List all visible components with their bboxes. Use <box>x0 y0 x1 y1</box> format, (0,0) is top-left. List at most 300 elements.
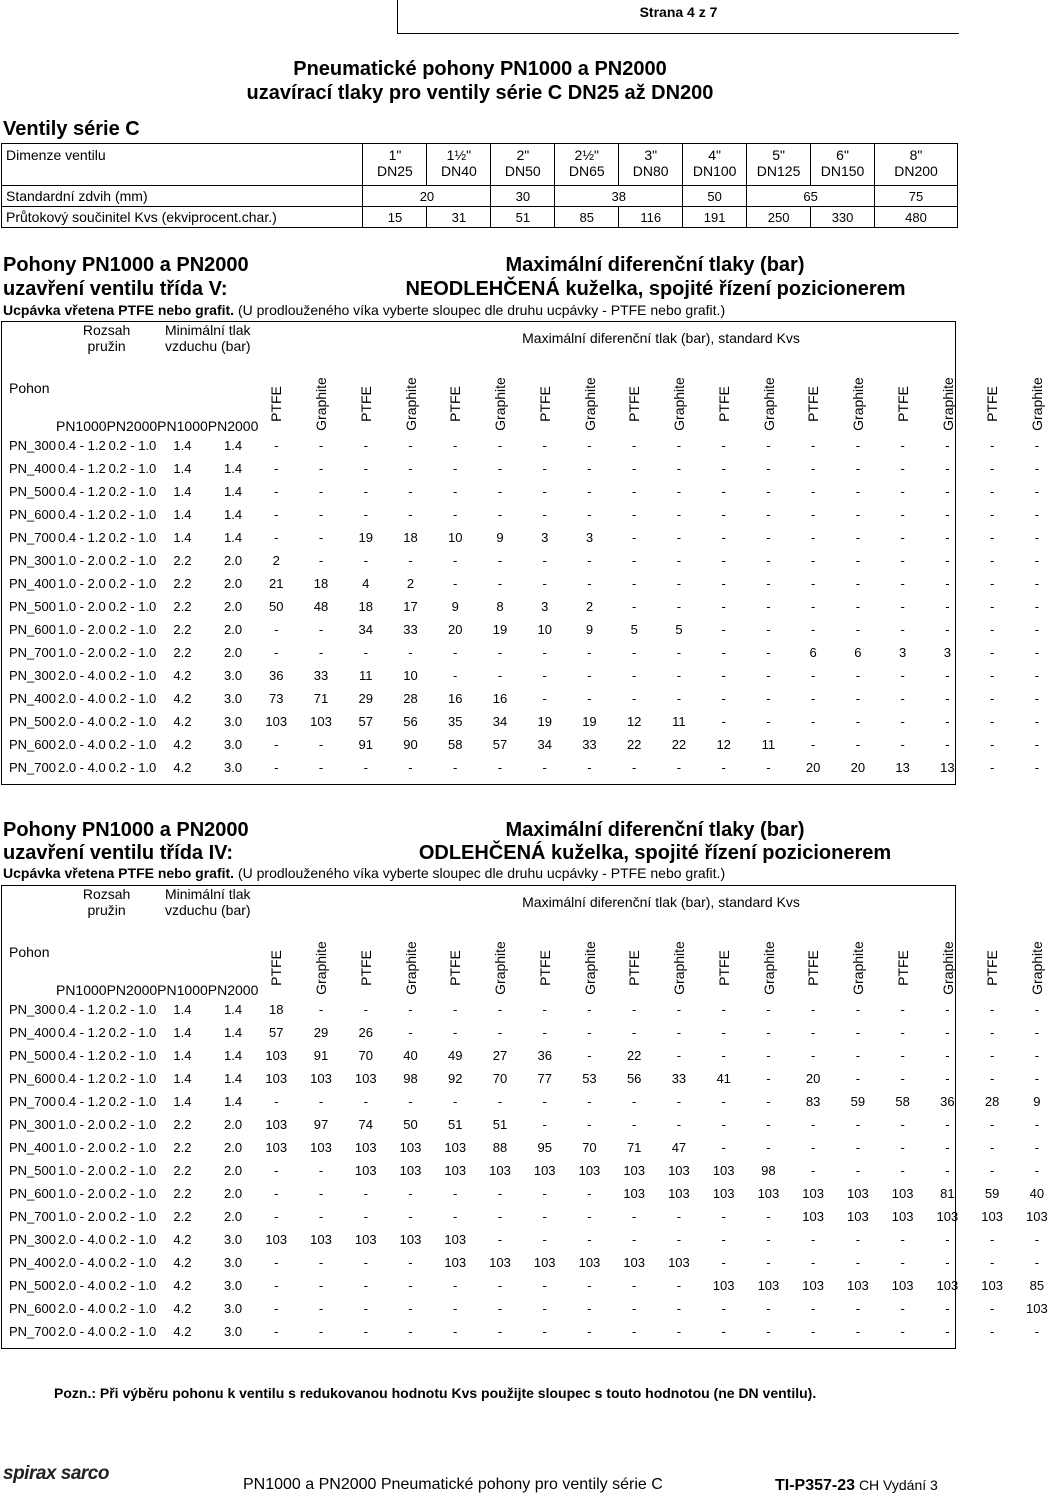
table-cell: - <box>855 530 861 545</box>
table-cell: - <box>766 1324 771 1339</box>
table-cell: - <box>900 507 905 522</box>
table-cell: - <box>632 1025 637 1040</box>
table-cell: - <box>453 760 458 775</box>
actuator-cell: PN_300 <box>9 438 56 453</box>
table-cell: - <box>855 1232 861 1247</box>
footer-center-text: PN1000 a PN2000 Pneumatické pohony pro ventily série C <box>243 1476 663 1493</box>
table-cell: - <box>542 1232 547 1247</box>
table-cell: - <box>408 760 413 775</box>
table-cell: 0.2 - 1.0 <box>108 714 157 729</box>
table-cell: - <box>497 1209 503 1224</box>
footnote: Pozn.: Při výběru pohonu k ventilu s redukovanou hodnotu Kvs použijte sloupec s touto hodnotou (ne DN ventilu). <box>54 1385 817 1401</box>
table-cell: 12 <box>716 737 731 752</box>
table-cell: 4.2 <box>173 1232 192 1247</box>
table-cell: - <box>676 1232 682 1247</box>
table-cell: - <box>318 484 324 499</box>
table-cell: - <box>989 461 995 476</box>
table-cell: - <box>855 737 861 752</box>
section-b-note-rest: (U prodlouženého víka vyberte sloupec dle druhu ucpávky - PTFE nebo grafit.) <box>234 865 726 881</box>
table-cell: - <box>632 1209 637 1224</box>
table-cell: - <box>363 760 368 775</box>
table-cell: - <box>989 507 995 522</box>
table-cell: - <box>1034 461 1040 476</box>
table-cell: 4.2 <box>173 1255 192 1270</box>
table-cell: 17 <box>403 599 418 614</box>
table-cell: - <box>632 1301 637 1316</box>
table-cell: - <box>766 1048 771 1063</box>
table-cell: - <box>408 1025 413 1040</box>
actuator-cell: PN_700 <box>9 1324 56 1339</box>
kvs-value: 330 <box>811 207 875 228</box>
table-cell: - <box>989 668 995 683</box>
table-cell: - <box>1034 553 1040 568</box>
table-cell: - <box>810 1002 816 1017</box>
table-cell: 73 <box>269 691 284 706</box>
table-row <box>2 710 1064 733</box>
table-cell: - <box>676 438 682 453</box>
table-cell: - <box>1034 622 1040 637</box>
table-cell: 41 <box>716 1071 731 1086</box>
table-row <box>2 526 1064 549</box>
table-cell: - <box>945 1117 950 1132</box>
table-row <box>2 1044 1064 1067</box>
table-cell: - <box>632 760 637 775</box>
table-cell: 2 <box>272 553 280 568</box>
col-ptfe: PTFE <box>805 950 822 986</box>
table-cell: - <box>855 691 861 706</box>
table-cell: - <box>542 1301 547 1316</box>
table-cell: 103 <box>668 1186 690 1201</box>
header-blank <box>2 886 56 938</box>
table-cell: 2.2 <box>173 576 192 591</box>
table-cell: - <box>318 737 324 752</box>
table-cell: - <box>676 576 682 591</box>
table-cell: - <box>587 1232 592 1247</box>
table-cell: - <box>453 1209 458 1224</box>
table-cell: - <box>766 507 771 522</box>
table-cell: - <box>676 645 682 660</box>
table-cell: 8 <box>496 599 504 614</box>
table-cell: 103 <box>802 1278 824 1293</box>
table-cell: 0.2 - 1.0 <box>108 1048 157 1063</box>
table-cell: - <box>542 1117 547 1132</box>
table-cell: - <box>766 1094 771 1109</box>
table-cell: - <box>497 1301 503 1316</box>
actuator-cell: PN_300 <box>9 668 56 683</box>
table-cell: 1.0 - 2.0 <box>57 599 106 614</box>
table-cell: - <box>676 484 682 499</box>
table-cell: 22 <box>626 737 642 752</box>
table-cell: - <box>274 760 279 775</box>
table-row <box>2 503 1064 526</box>
table-cell: 3.0 <box>224 691 243 706</box>
table-cell: 10 <box>537 622 552 637</box>
table-cell: 3 <box>943 645 951 660</box>
table-cell: - <box>676 1301 682 1316</box>
table-cell: - <box>900 622 905 637</box>
table-cell: - <box>587 1278 592 1293</box>
table-cell: - <box>676 1048 682 1063</box>
table-cell: 1.4 <box>173 1071 192 1086</box>
col-graphite: Graphite <box>760 941 777 995</box>
table-row <box>2 434 1064 457</box>
table-cell: 36 <box>537 1048 552 1063</box>
table-cell: 53 <box>582 1071 597 1086</box>
col-ptfe: PTFE <box>984 950 1001 986</box>
table-cell: 0.2 - 1.0 <box>108 1163 157 1178</box>
table-cell: 103 <box>981 1209 1003 1224</box>
table-cell: - <box>408 1301 413 1316</box>
table-cell: - <box>453 1301 458 1316</box>
actuator-cell: PN_700 <box>9 1094 56 1109</box>
table-cell: 103 <box>354 1163 377 1178</box>
table-cell: 2.0 - 4.0 <box>57 1324 106 1339</box>
actuator-cell: PN_500 <box>9 1048 56 1063</box>
header-min-pressure: Minimální tlak vzduchu (bar) <box>164 322 251 354</box>
table-cell: - <box>945 1232 950 1247</box>
table-cell: - <box>1034 1324 1040 1339</box>
table-cell: 0.4 - 1.2 <box>57 1025 106 1040</box>
table-cell: 4.2 <box>173 714 192 729</box>
table-cell: 0.2 - 1.0 <box>108 1186 157 1201</box>
section-a-right-line2: NEODLEHČENÁ kuželka, spojité řízení pozicionerem <box>405 278 906 300</box>
table-cell: 35 <box>447 714 463 729</box>
table-cell: - <box>766 760 771 775</box>
header-rozsah: Rozsah pružin <box>82 322 131 354</box>
table-cell: - <box>989 714 995 729</box>
table-cell: 18 <box>403 530 418 545</box>
col-graphite: Graphite <box>312 941 329 995</box>
table-cell: 2.2 <box>173 553 192 568</box>
stroke-value: 30 <box>491 186 555 207</box>
table-cell: 91 <box>313 1048 329 1063</box>
table-cell: 13 <box>895 760 910 775</box>
table-cell: - <box>453 1278 458 1293</box>
actuator-cell: PN_300 <box>9 553 56 568</box>
table-cell: 95 <box>537 1140 552 1155</box>
table-cell: - <box>989 1255 995 1270</box>
table-cell: 2.0 <box>224 599 243 614</box>
table-cell: - <box>453 1025 458 1040</box>
table-cell: - <box>542 1186 547 1201</box>
table-cell: - <box>989 1163 995 1178</box>
col-graphite: Graphite <box>939 377 956 431</box>
table-cell: - <box>587 668 592 683</box>
table-cell: 0.2 - 1.0 <box>108 645 157 660</box>
table-cell: 0.2 - 1.0 <box>108 599 157 614</box>
actuator-cell: PN_400 <box>9 1025 56 1040</box>
table-cell: 103 <box>623 1255 646 1270</box>
section-a-left-line1: Pohony PN1000 a PN2000 <box>3 254 249 276</box>
table-cell: - <box>587 507 592 522</box>
kvs-value: 85 <box>555 207 619 228</box>
table-row <box>2 1136 1064 1159</box>
table-cell: - <box>587 484 592 499</box>
col-ptfe: PTFE <box>357 950 374 986</box>
table-cell: 103 <box>310 714 332 729</box>
kvs-value: 15 <box>363 207 427 228</box>
table-cell: - <box>497 438 503 453</box>
table-cell: - <box>989 1048 995 1063</box>
table-cell: - <box>587 645 592 660</box>
table-cell: 97 <box>313 1117 329 1132</box>
table-cell: - <box>1034 1071 1040 1086</box>
table-cell: - <box>1034 1117 1040 1132</box>
table-cell: - <box>408 645 413 660</box>
col-graphite: Graphite <box>581 941 598 995</box>
table-cell: 1.0 - 2.0 <box>57 1117 106 1132</box>
table-cell: - <box>855 1071 861 1086</box>
stroke-value: 50 <box>683 186 747 207</box>
table-cell: 4.2 <box>173 737 192 752</box>
table-cell: 103 <box>265 714 288 729</box>
kvs-value: 480 <box>875 207 958 228</box>
table-cell: - <box>632 484 637 499</box>
table-cell: 103 <box>444 1140 467 1155</box>
table-cell: - <box>900 1048 905 1063</box>
table-cell: 103 <box>444 1232 467 1247</box>
header-pn1000: PN1000 <box>55 982 107 998</box>
table-cell: - <box>497 553 503 568</box>
header-pn2000: PN2000 <box>106 982 158 998</box>
table-cell: 83 <box>805 1094 821 1109</box>
table-cell: 1.4 <box>173 484 192 499</box>
table-cell: - <box>676 760 682 775</box>
table-cell: 50 <box>269 599 284 614</box>
table-cell: - <box>274 438 279 453</box>
table-cell: - <box>1034 714 1040 729</box>
table-cell: 77 <box>537 1071 552 1086</box>
table-cell: - <box>632 645 637 660</box>
table-cell: - <box>632 1324 637 1339</box>
table-cell: 1.4 <box>224 1025 243 1040</box>
dimension-row <box>2 144 958 186</box>
table-cell: - <box>945 599 950 614</box>
table-row <box>2 1021 1064 1044</box>
table-cell: - <box>766 622 771 637</box>
table-cell: 0.4 - 1.2 <box>57 530 106 545</box>
table-cell: 3.0 <box>224 1278 243 1293</box>
section-a-right-line1: Maximální diferenční tlaky (bar) <box>505 254 805 276</box>
col-graphite: Graphite <box>581 377 598 431</box>
table-cell: - <box>945 438 950 453</box>
table-cell: 81 <box>940 1186 955 1201</box>
table-cell: 1.4 <box>224 484 243 499</box>
table-cell: 1.0 - 2.0 <box>57 576 106 591</box>
table-cell: - <box>900 1163 905 1178</box>
table-cell: - <box>900 1232 905 1247</box>
table-cell: - <box>900 461 905 476</box>
table-cell: - <box>587 760 592 775</box>
table-cell: 10 <box>447 530 463 545</box>
table-cell: 2.0 - 4.0 <box>57 1232 106 1247</box>
table-cell: - <box>587 691 592 706</box>
col-ptfe: PTFE <box>626 950 643 986</box>
header-max-pressure: Maximální diferenční tlak (bar), standard Kvs <box>522 330 800 346</box>
table-cell: - <box>721 1301 726 1316</box>
table-cell: - <box>855 1255 861 1270</box>
table-cell: - <box>363 1255 368 1270</box>
table-cell: - <box>453 1002 458 1017</box>
table-cell: 1.0 - 2.0 <box>57 1209 106 1224</box>
section-b-note-bold: Ucpávka vřetena PTFE nebo grafit. <box>3 865 235 881</box>
table-cell: - <box>676 1025 682 1040</box>
table-cell: 0.2 - 1.0 <box>108 1301 157 1316</box>
table-cell: 103 <box>981 1278 1003 1293</box>
table-cell: - <box>721 1324 726 1339</box>
table-row <box>2 1228 1064 1251</box>
table-cell: - <box>274 461 279 476</box>
table-cell: - <box>810 668 816 683</box>
table-cell: 9 <box>496 530 504 545</box>
table-cell: - <box>318 507 324 522</box>
main-title-line2: uzavírací tlaky pro ventily série C DN25 až DN200 <box>246 82 714 104</box>
table-cell: - <box>318 530 324 545</box>
table-cell: 1.0 - 2.0 <box>57 622 106 637</box>
table-cell: - <box>855 1025 861 1040</box>
table-cell: 0.2 - 1.0 <box>108 760 157 775</box>
col-ptfe: PTFE <box>536 386 553 422</box>
table-cell: 0.4 - 1.2 <box>57 461 106 476</box>
table-cell: 103 <box>802 1209 824 1224</box>
table-cell: 3 <box>541 530 549 545</box>
table-cell: - <box>676 691 682 706</box>
table-cell: - <box>855 438 861 453</box>
table-cell: 4.2 <box>173 760 192 775</box>
table-cell: - <box>900 1140 905 1155</box>
table-row <box>2 1182 1064 1205</box>
table-row <box>2 572 1064 595</box>
size-6: 4" DN100 <box>683 144 747 186</box>
table-cell: 40 <box>1029 1186 1045 1201</box>
table-cell: - <box>408 1002 413 1017</box>
table-cell: - <box>542 760 547 775</box>
table-cell: 1.4 <box>224 1094 243 1109</box>
table-cell: - <box>363 645 368 660</box>
col-graphite: Graphite <box>760 377 777 431</box>
table-cell: - <box>318 438 324 453</box>
table-cell: - <box>766 1140 771 1155</box>
table-cell: 0.2 - 1.0 <box>108 691 157 706</box>
table-cell: - <box>855 1048 861 1063</box>
table-cell: - <box>542 668 547 683</box>
table-cell: 2.2 <box>173 1209 192 1224</box>
table-cell: 20 <box>805 1071 821 1086</box>
dimension-label: Dimenze ventilu <box>2 144 363 186</box>
table-cell: - <box>855 1301 861 1316</box>
table-cell: - <box>318 1209 324 1224</box>
table-cell: 4.2 <box>173 668 192 683</box>
table-cell: - <box>676 1278 682 1293</box>
table-cell: 103 <box>578 1163 601 1178</box>
valve-dimension-table <box>1 143 958 228</box>
col-ptfe: PTFE <box>447 386 464 422</box>
table-cell: - <box>497 1278 503 1293</box>
table-cell: 2.0 <box>224 553 243 568</box>
header-min-pressure: Minimální tlak vzduchu (bar) <box>164 886 251 918</box>
col-graphite: Graphite <box>1028 377 1045 431</box>
table-cell: 103 <box>444 1163 467 1178</box>
table-cell: 19 <box>492 622 508 637</box>
size-9: 8" DN200 <box>875 144 958 186</box>
table-cell: - <box>989 737 995 752</box>
table-cell: 103 <box>354 1140 377 1155</box>
table-cell: - <box>810 1048 816 1063</box>
table-cell: 33 <box>671 1071 687 1086</box>
table-cell: - <box>542 691 547 706</box>
table-cell: 1.4 <box>224 461 243 476</box>
table-cell: 40 <box>403 1048 418 1063</box>
table-cell: 18 <box>358 599 373 614</box>
table-cell: - <box>497 1094 503 1109</box>
table-cell: - <box>676 553 682 568</box>
table-cell: - <box>632 599 637 614</box>
table-cell: 34 <box>358 622 373 637</box>
table-cell: 6 <box>809 645 817 660</box>
table-cell: - <box>1034 530 1040 545</box>
table-cell: 0.2 - 1.0 <box>108 530 157 545</box>
table-cell: - <box>318 461 324 476</box>
section-a-note-rest: (U prodlouženého víka vyberte sloupec dle druhu ucpávky - PTFE nebo grafit.) <box>234 302 726 318</box>
col-ptfe: PTFE <box>357 386 374 422</box>
col-ptfe: PTFE <box>805 386 822 422</box>
table-cell: 6 <box>854 645 862 660</box>
table-cell: 11 <box>672 714 686 729</box>
table-row <box>2 595 1064 618</box>
table-cell: - <box>766 714 771 729</box>
table-cell: - <box>587 1324 592 1339</box>
table-cell: - <box>1034 668 1040 683</box>
table-cell: 28 <box>984 1094 1000 1109</box>
table-cell: - <box>632 668 637 683</box>
table-cell: 18 <box>269 1002 284 1017</box>
table-cell: 4.2 <box>173 1278 192 1293</box>
table-cell: - <box>542 645 547 660</box>
table-cell: 103 <box>712 1278 735 1293</box>
table-row <box>2 1297 1064 1320</box>
table-cell: 11 <box>358 668 373 683</box>
actuator-cell: PN_700 <box>9 530 56 545</box>
table-cell: 103 <box>265 1140 288 1155</box>
table-cell: 0.4 - 1.2 <box>57 438 106 453</box>
kvs-value: 31 <box>427 207 491 228</box>
table-cell: - <box>274 1301 279 1316</box>
table-cell: - <box>318 1163 324 1178</box>
actuator-cell: PN_600 <box>9 737 56 752</box>
table-cell: - <box>855 599 861 614</box>
table-cell: - <box>363 1324 368 1339</box>
table-cell: 3.0 <box>224 1301 243 1316</box>
table-cell: - <box>766 1232 771 1247</box>
table-cell: - <box>900 438 905 453</box>
table-cell: 103 <box>847 1209 869 1224</box>
actuator-cell: PN_700 <box>9 1209 56 1224</box>
table-cell: 16 <box>447 691 463 706</box>
table-cell: - <box>945 737 950 752</box>
table-cell: 0.4 - 1.2 <box>57 1094 106 1109</box>
table-row <box>2 1274 1064 1297</box>
table-cell: - <box>1034 599 1040 614</box>
table-cell: - <box>810 507 816 522</box>
table-cell: - <box>453 553 458 568</box>
table-cell: - <box>632 1232 637 1247</box>
kvs-value: 250 <box>747 207 811 228</box>
table-cell: 1.4 <box>224 530 243 545</box>
size-8: 6" DN150 <box>811 144 875 186</box>
table-cell: 1.0 - 2.0 <box>57 645 106 660</box>
section-a-note <box>3 301 725 319</box>
table-row <box>2 756 1064 779</box>
